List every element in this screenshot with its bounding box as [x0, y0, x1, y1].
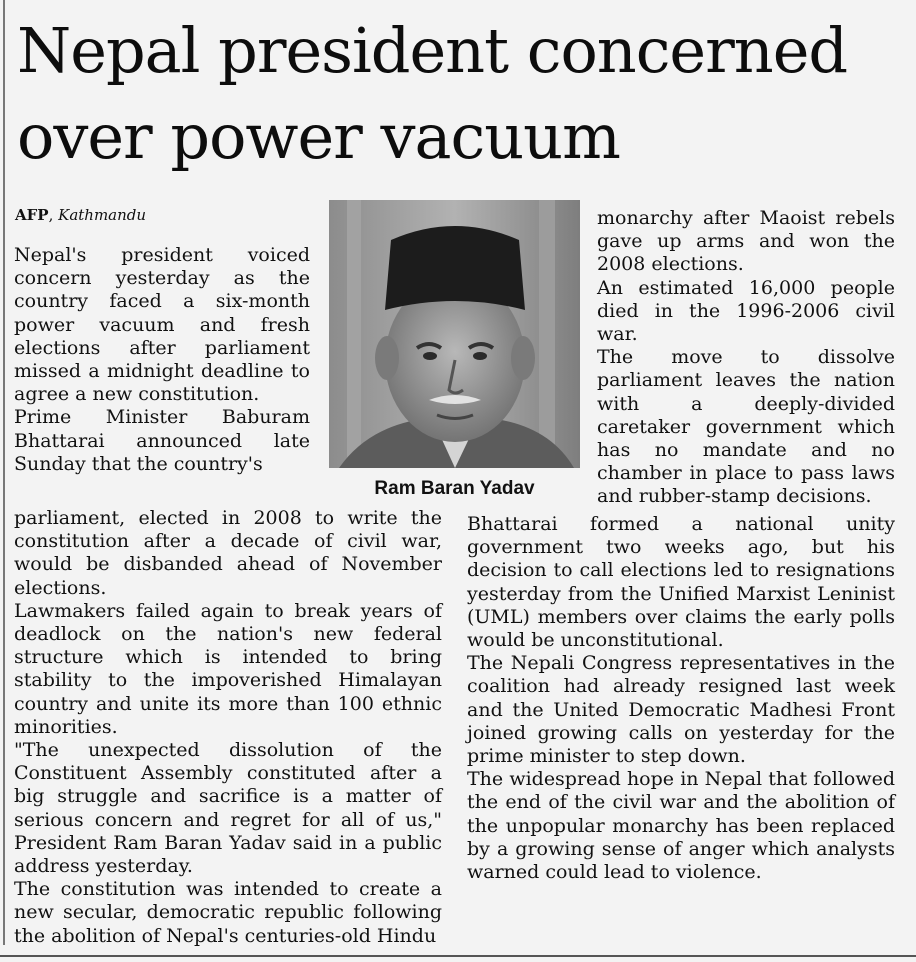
- byline-location: Kathmandu: [58, 206, 147, 224]
- left-column-rule: [3, 0, 5, 945]
- article-text-column-1-bottom: parliament, elected in 2008 to write the constitution after a decade of civil war, would be disbanded ahead of November elections. Lawmakers failed again to break years of deadlock on the nation's new federal structure which is intended to bring stability to the impoverished Himalayan country and unite its more than 100 ethnic minorities. "The unexpected dissolution of the Constituent Assembly constituted after a big struggle and sacrifice is a matter of serious concern and regret for all of us," President Ram Baran Yadav said in a public address yesterday. The constitution was intended to create a new secular, democratic republic following the abolition of Nepal's centuries-old Hindu: [14, 507, 442, 947]
- article-text-column-1-top: Nepal's president voiced concern yesterday as the country faced a six-month power vacuum and fresh elections after parliament missed a midnight deadline to agree a new constitution. Prime Minister Baburam Bhattarai announced late Sunday that the country's: [14, 244, 310, 475]
- photo-caption: Ram Baran Yadav: [374, 478, 535, 499]
- byline-agency: AFP: [15, 206, 49, 224]
- bottom-rule: [0, 955, 916, 957]
- article-text-column-2-bottom: Bhattarai formed a national unity government two weeks ago, but his decision to call elections led to resignations yesterday from the Unified Marxist Leninist (UML) members over claims the early polls would be unconstitutional. The Nepali Congress representatives in the coalition had already resigned last week and the United Democratic Madhesi Front joined growing calls on yesterday for the prime minister to step down. The widespread hope in Nepal that followed the end of the civil war and the abolition of the unpopular monarchy has been replaced by a growing sense of anger which analysts warned could lead to violence.: [467, 513, 895, 884]
- article-text-column-2-top: monarchy after Maoist rebels gave up arms and won the 2008 elections. An estimated 16,000 people died in the 1996-2006 civil war. The move to dissolve parliament leaves the nation with a deeply-divided caretaker government which has no mandate and no chamber in place to pass laws and rubber-stamp decisions.: [597, 207, 895, 508]
- byline: AFP, Kathmandu: [15, 206, 147, 224]
- portrait-illustration: [329, 200, 580, 468]
- portrait-photo: [329, 200, 580, 468]
- headline: Nepal president concerned over power vacuum: [17, 14, 848, 173]
